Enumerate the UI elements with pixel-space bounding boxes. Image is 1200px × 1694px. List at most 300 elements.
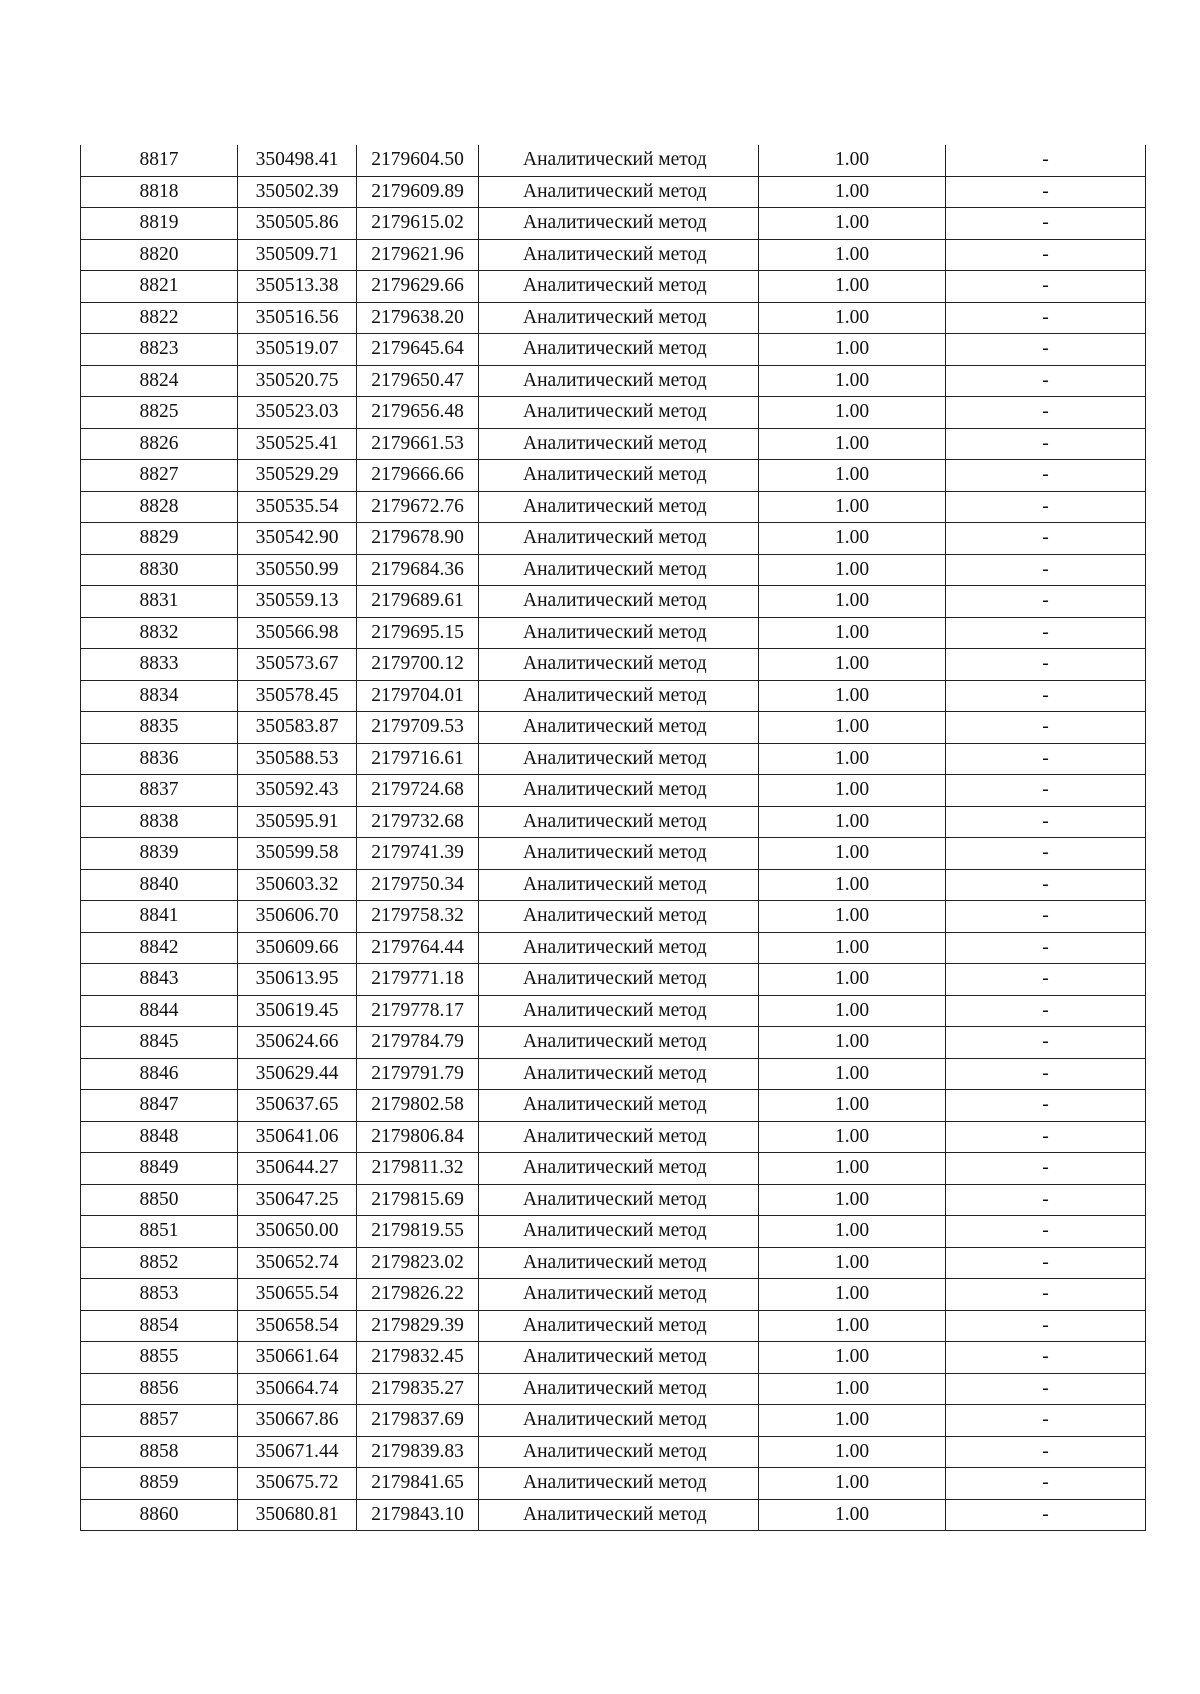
x-coordinate-cell: 350629.44 bbox=[238, 1058, 357, 1090]
note-cell: - bbox=[946, 1499, 1146, 1531]
accuracy-cell: 1.00 bbox=[759, 554, 946, 586]
note-cell: - bbox=[946, 1090, 1146, 1122]
method-cell: Аналитический метод bbox=[479, 1310, 759, 1342]
table-row bbox=[81, 964, 1146, 996]
table-row bbox=[81, 145, 1146, 176]
y-coordinate-cell: 2179829.39 bbox=[357, 1310, 479, 1342]
accuracy-cell: 1.00 bbox=[759, 176, 946, 208]
method-cell: Аналитический метод bbox=[479, 176, 759, 208]
table-row bbox=[81, 1436, 1146, 1468]
table-row bbox=[81, 586, 1146, 618]
note-cell: - bbox=[946, 145, 1146, 176]
method-cell: Аналитический метод bbox=[479, 869, 759, 901]
point-number-cell: 8845 bbox=[81, 1027, 238, 1059]
point-number-cell: 8855 bbox=[81, 1342, 238, 1374]
method-cell: Аналитический метод bbox=[479, 680, 759, 712]
point-number-cell: 8825 bbox=[81, 397, 238, 429]
point-number-cell: 8838 bbox=[81, 806, 238, 838]
x-coordinate-cell: 350655.54 bbox=[238, 1279, 357, 1311]
x-coordinate-cell: 350559.13 bbox=[238, 586, 357, 618]
table-row bbox=[81, 1027, 1146, 1059]
method-cell: Аналитический метод bbox=[479, 932, 759, 964]
y-coordinate-cell: 2179645.64 bbox=[357, 334, 479, 366]
x-coordinate-cell: 350542.90 bbox=[238, 523, 357, 555]
accuracy-cell: 1.00 bbox=[759, 365, 946, 397]
table-row bbox=[81, 1184, 1146, 1216]
y-coordinate-cell: 2179823.02 bbox=[357, 1247, 479, 1279]
method-cell: Аналитический метод bbox=[479, 428, 759, 460]
accuracy-cell: 1.00 bbox=[759, 1373, 946, 1405]
point-number-cell: 8828 bbox=[81, 491, 238, 523]
method-cell: Аналитический метод bbox=[479, 145, 759, 176]
x-coordinate-cell: 350671.44 bbox=[238, 1436, 357, 1468]
method-cell: Аналитический метод bbox=[479, 334, 759, 366]
note-cell: - bbox=[946, 775, 1146, 807]
accuracy-cell: 1.00 bbox=[759, 1184, 946, 1216]
method-cell: Аналитический метод bbox=[479, 554, 759, 586]
point-number-cell: 8829 bbox=[81, 523, 238, 555]
y-coordinate-cell: 2179826.22 bbox=[357, 1279, 479, 1311]
note-cell: - bbox=[946, 365, 1146, 397]
x-coordinate-cell: 350650.00 bbox=[238, 1216, 357, 1248]
x-coordinate-cell: 350509.71 bbox=[238, 239, 357, 271]
method-cell: Аналитический метод bbox=[479, 365, 759, 397]
method-cell: Аналитический метод bbox=[479, 1121, 759, 1153]
x-coordinate-cell: 350652.74 bbox=[238, 1247, 357, 1279]
table-row bbox=[81, 649, 1146, 681]
note-cell: - bbox=[946, 617, 1146, 649]
x-coordinate-cell: 350573.67 bbox=[238, 649, 357, 681]
table-row bbox=[81, 1153, 1146, 1185]
table-row bbox=[81, 995, 1146, 1027]
accuracy-cell: 1.00 bbox=[759, 964, 946, 996]
method-cell: Аналитический метод bbox=[479, 1027, 759, 1059]
x-coordinate-cell: 350599.58 bbox=[238, 838, 357, 870]
x-coordinate-cell: 350661.64 bbox=[238, 1342, 357, 1374]
table-row bbox=[81, 554, 1146, 586]
note-cell: - bbox=[946, 271, 1146, 303]
note-cell: - bbox=[946, 428, 1146, 460]
x-coordinate-cell: 350667.86 bbox=[238, 1405, 357, 1437]
x-coordinate-cell: 350502.39 bbox=[238, 176, 357, 208]
coordinates-table bbox=[80, 145, 1146, 1531]
y-coordinate-cell: 2179724.68 bbox=[357, 775, 479, 807]
x-coordinate-cell: 350644.27 bbox=[238, 1153, 357, 1185]
point-number-cell: 8843 bbox=[81, 964, 238, 996]
x-coordinate-cell: 350606.70 bbox=[238, 901, 357, 933]
x-coordinate-cell: 350519.07 bbox=[238, 334, 357, 366]
x-coordinate-cell: 350550.99 bbox=[238, 554, 357, 586]
accuracy-cell: 1.00 bbox=[759, 397, 946, 429]
note-cell: - bbox=[946, 1373, 1146, 1405]
accuracy-cell: 1.00 bbox=[759, 743, 946, 775]
y-coordinate-cell: 2179750.34 bbox=[357, 869, 479, 901]
y-coordinate-cell: 2179704.01 bbox=[357, 680, 479, 712]
note-cell: - bbox=[946, 397, 1146, 429]
point-number-cell: 8860 bbox=[81, 1499, 238, 1531]
accuracy-cell: 1.00 bbox=[759, 1436, 946, 1468]
note-cell: - bbox=[946, 995, 1146, 1027]
method-cell: Аналитический метод bbox=[479, 523, 759, 555]
note-cell: - bbox=[946, 680, 1146, 712]
y-coordinate-cell: 2179615.02 bbox=[357, 208, 479, 240]
point-number-cell: 8837 bbox=[81, 775, 238, 807]
accuracy-cell: 1.00 bbox=[759, 932, 946, 964]
accuracy-cell: 1.00 bbox=[759, 1468, 946, 1500]
method-cell: Аналитический метод bbox=[479, 838, 759, 870]
accuracy-cell: 1.00 bbox=[759, 1499, 946, 1531]
point-number-cell: 8824 bbox=[81, 365, 238, 397]
accuracy-cell: 1.00 bbox=[759, 208, 946, 240]
table-row bbox=[81, 428, 1146, 460]
x-coordinate-cell: 350516.56 bbox=[238, 302, 357, 334]
x-coordinate-cell: 350595.91 bbox=[238, 806, 357, 838]
note-cell: - bbox=[946, 523, 1146, 555]
accuracy-cell: 1.00 bbox=[759, 271, 946, 303]
x-coordinate-cell: 350535.54 bbox=[238, 491, 357, 523]
method-cell: Аналитический метод bbox=[479, 617, 759, 649]
y-coordinate-cell: 2179709.53 bbox=[357, 712, 479, 744]
note-cell: - bbox=[946, 1153, 1146, 1185]
point-number-cell: 8835 bbox=[81, 712, 238, 744]
method-cell: Аналитический метод bbox=[479, 1153, 759, 1185]
y-coordinate-cell: 2179629.66 bbox=[357, 271, 479, 303]
table-row bbox=[81, 1310, 1146, 1342]
x-coordinate-cell: 350609.66 bbox=[238, 932, 357, 964]
accuracy-cell: 1.00 bbox=[759, 302, 946, 334]
method-cell: Аналитический метод bbox=[479, 1090, 759, 1122]
x-coordinate-cell: 350680.81 bbox=[238, 1499, 357, 1531]
x-coordinate-cell: 350505.86 bbox=[238, 208, 357, 240]
y-coordinate-cell: 2179672.76 bbox=[357, 491, 479, 523]
point-number-cell: 8841 bbox=[81, 901, 238, 933]
y-coordinate-cell: 2179832.45 bbox=[357, 1342, 479, 1374]
accuracy-cell: 1.00 bbox=[759, 523, 946, 555]
table-row bbox=[81, 1468, 1146, 1500]
accuracy-cell: 1.00 bbox=[759, 1279, 946, 1311]
accuracy-cell: 1.00 bbox=[759, 1405, 946, 1437]
x-coordinate-cell: 350583.87 bbox=[238, 712, 357, 744]
accuracy-cell: 1.00 bbox=[759, 838, 946, 870]
note-cell: - bbox=[946, 302, 1146, 334]
y-coordinate-cell: 2179841.65 bbox=[357, 1468, 479, 1500]
table-row bbox=[81, 617, 1146, 649]
accuracy-cell: 1.00 bbox=[759, 428, 946, 460]
note-cell: - bbox=[946, 334, 1146, 366]
accuracy-cell: 1.00 bbox=[759, 1247, 946, 1279]
accuracy-cell: 1.00 bbox=[759, 649, 946, 681]
y-coordinate-cell: 2179784.79 bbox=[357, 1027, 479, 1059]
point-number-cell: 8847 bbox=[81, 1090, 238, 1122]
accuracy-cell: 1.00 bbox=[759, 1153, 946, 1185]
point-number-cell: 8830 bbox=[81, 554, 238, 586]
table-row bbox=[81, 1247, 1146, 1279]
note-cell: - bbox=[946, 932, 1146, 964]
accuracy-cell: 1.00 bbox=[759, 775, 946, 807]
method-cell: Аналитический метод bbox=[479, 302, 759, 334]
table-row bbox=[81, 176, 1146, 208]
x-coordinate-cell: 350523.03 bbox=[238, 397, 357, 429]
point-number-cell: 8817 bbox=[81, 145, 238, 176]
point-number-cell: 8827 bbox=[81, 460, 238, 492]
y-coordinate-cell: 2179609.89 bbox=[357, 176, 479, 208]
table-row bbox=[81, 397, 1146, 429]
point-number-cell: 8831 bbox=[81, 586, 238, 618]
y-coordinate-cell: 2179700.12 bbox=[357, 649, 479, 681]
y-coordinate-cell: 2179819.55 bbox=[357, 1216, 479, 1248]
table-row bbox=[81, 869, 1146, 901]
point-number-cell: 8848 bbox=[81, 1121, 238, 1153]
method-cell: Аналитический метод bbox=[479, 743, 759, 775]
note-cell: - bbox=[946, 239, 1146, 271]
accuracy-cell: 1.00 bbox=[759, 1310, 946, 1342]
x-coordinate-cell: 350520.75 bbox=[238, 365, 357, 397]
note-cell: - bbox=[946, 1247, 1146, 1279]
table-row bbox=[81, 1373, 1146, 1405]
method-cell: Аналитический метод bbox=[479, 1216, 759, 1248]
note-cell: - bbox=[946, 1342, 1146, 1374]
y-coordinate-cell: 2179650.47 bbox=[357, 365, 479, 397]
table-row bbox=[81, 1342, 1146, 1374]
y-coordinate-cell: 2179732.68 bbox=[357, 806, 479, 838]
y-coordinate-cell: 2179661.53 bbox=[357, 428, 479, 460]
y-coordinate-cell: 2179778.17 bbox=[357, 995, 479, 1027]
table-row bbox=[81, 932, 1146, 964]
note-cell: - bbox=[946, 838, 1146, 870]
table-row bbox=[81, 901, 1146, 933]
accuracy-cell: 1.00 bbox=[759, 995, 946, 1027]
method-cell: Аналитический метод bbox=[479, 775, 759, 807]
accuracy-cell: 1.00 bbox=[759, 460, 946, 492]
accuracy-cell: 1.00 bbox=[759, 1027, 946, 1059]
point-number-cell: 8819 bbox=[81, 208, 238, 240]
y-coordinate-cell: 2179604.50 bbox=[357, 145, 479, 176]
point-number-cell: 8821 bbox=[81, 271, 238, 303]
method-cell: Аналитический метод bbox=[479, 1499, 759, 1531]
y-coordinate-cell: 2179764.44 bbox=[357, 932, 479, 964]
point-number-cell: 8834 bbox=[81, 680, 238, 712]
accuracy-cell: 1.00 bbox=[759, 617, 946, 649]
x-coordinate-cell: 350637.65 bbox=[238, 1090, 357, 1122]
x-coordinate-cell: 350647.25 bbox=[238, 1184, 357, 1216]
coordinates-table-body bbox=[81, 145, 1146, 1531]
method-cell: Аналитический метод bbox=[479, 1184, 759, 1216]
x-coordinate-cell: 350658.54 bbox=[238, 1310, 357, 1342]
table-row bbox=[81, 365, 1146, 397]
accuracy-cell: 1.00 bbox=[759, 806, 946, 838]
point-number-cell: 8858 bbox=[81, 1436, 238, 1468]
point-number-cell: 8853 bbox=[81, 1279, 238, 1311]
table-row bbox=[81, 775, 1146, 807]
accuracy-cell: 1.00 bbox=[759, 239, 946, 271]
accuracy-cell: 1.00 bbox=[759, 1216, 946, 1248]
y-coordinate-cell: 2179689.61 bbox=[357, 586, 479, 618]
point-number-cell: 8846 bbox=[81, 1058, 238, 1090]
accuracy-cell: 1.00 bbox=[759, 145, 946, 176]
note-cell: - bbox=[946, 1027, 1146, 1059]
table-row bbox=[81, 302, 1146, 334]
x-coordinate-cell: 350588.53 bbox=[238, 743, 357, 775]
note-cell: - bbox=[946, 743, 1146, 775]
x-coordinate-cell: 350498.41 bbox=[238, 145, 357, 176]
x-coordinate-cell: 350603.32 bbox=[238, 869, 357, 901]
accuracy-cell: 1.00 bbox=[759, 1090, 946, 1122]
point-number-cell: 8859 bbox=[81, 1468, 238, 1500]
method-cell: Аналитический метод bbox=[479, 397, 759, 429]
point-number-cell: 8851 bbox=[81, 1216, 238, 1248]
note-cell: - bbox=[946, 491, 1146, 523]
method-cell: Аналитический метод bbox=[479, 901, 759, 933]
note-cell: - bbox=[946, 712, 1146, 744]
note-cell: - bbox=[946, 586, 1146, 618]
method-cell: Аналитический метод bbox=[479, 271, 759, 303]
x-coordinate-cell: 350592.43 bbox=[238, 775, 357, 807]
method-cell: Аналитический метод bbox=[479, 491, 759, 523]
y-coordinate-cell: 2179758.32 bbox=[357, 901, 479, 933]
method-cell: Аналитический метод bbox=[479, 995, 759, 1027]
y-coordinate-cell: 2179835.27 bbox=[357, 1373, 479, 1405]
note-cell: - bbox=[946, 1058, 1146, 1090]
note-cell: - bbox=[946, 901, 1146, 933]
table-row bbox=[81, 208, 1146, 240]
point-number-cell: 8850 bbox=[81, 1184, 238, 1216]
point-number-cell: 8820 bbox=[81, 239, 238, 271]
note-cell: - bbox=[946, 1436, 1146, 1468]
point-number-cell: 8839 bbox=[81, 838, 238, 870]
y-coordinate-cell: 2179678.90 bbox=[357, 523, 479, 555]
method-cell: Аналитический метод bbox=[479, 208, 759, 240]
method-cell: Аналитический метод bbox=[479, 964, 759, 996]
method-cell: Аналитический метод bbox=[479, 1405, 759, 1437]
accuracy-cell: 1.00 bbox=[759, 1342, 946, 1374]
table-row bbox=[81, 806, 1146, 838]
x-coordinate-cell: 350641.06 bbox=[238, 1121, 357, 1153]
method-cell: Аналитический метод bbox=[479, 1247, 759, 1279]
note-cell: - bbox=[946, 1121, 1146, 1153]
y-coordinate-cell: 2179815.69 bbox=[357, 1184, 479, 1216]
y-coordinate-cell: 2179839.83 bbox=[357, 1436, 479, 1468]
accuracy-cell: 1.00 bbox=[759, 491, 946, 523]
note-cell: - bbox=[946, 1468, 1146, 1500]
point-number-cell: 8822 bbox=[81, 302, 238, 334]
note-cell: - bbox=[946, 176, 1146, 208]
y-coordinate-cell: 2179638.20 bbox=[357, 302, 479, 334]
point-number-cell: 8842 bbox=[81, 932, 238, 964]
x-coordinate-cell: 350675.72 bbox=[238, 1468, 357, 1500]
x-coordinate-cell: 350513.38 bbox=[238, 271, 357, 303]
table-row bbox=[81, 1090, 1146, 1122]
point-number-cell: 8854 bbox=[81, 1310, 238, 1342]
point-number-cell: 8852 bbox=[81, 1247, 238, 1279]
note-cell: - bbox=[946, 806, 1146, 838]
table-row bbox=[81, 239, 1146, 271]
y-coordinate-cell: 2179811.32 bbox=[357, 1153, 479, 1185]
table-row bbox=[81, 1499, 1146, 1531]
y-coordinate-cell: 2179806.84 bbox=[357, 1121, 479, 1153]
table-row bbox=[81, 460, 1146, 492]
x-coordinate-cell: 350566.98 bbox=[238, 617, 357, 649]
note-cell: - bbox=[946, 554, 1146, 586]
note-cell: - bbox=[946, 869, 1146, 901]
table-row bbox=[81, 743, 1146, 775]
y-coordinate-cell: 2179741.39 bbox=[357, 838, 479, 870]
x-coordinate-cell: 350613.95 bbox=[238, 964, 357, 996]
method-cell: Аналитический метод bbox=[479, 1373, 759, 1405]
note-cell: - bbox=[946, 1184, 1146, 1216]
table-row bbox=[81, 838, 1146, 870]
point-number-cell: 8856 bbox=[81, 1373, 238, 1405]
note-cell: - bbox=[946, 649, 1146, 681]
method-cell: Аналитический метод bbox=[479, 1342, 759, 1374]
method-cell: Аналитический метод bbox=[479, 586, 759, 618]
method-cell: Аналитический метод bbox=[479, 1436, 759, 1468]
method-cell: Аналитический метод bbox=[479, 1468, 759, 1500]
accuracy-cell: 1.00 bbox=[759, 1058, 946, 1090]
point-number-cell: 8840 bbox=[81, 869, 238, 901]
x-coordinate-cell: 350578.45 bbox=[238, 680, 357, 712]
point-number-cell: 8826 bbox=[81, 428, 238, 460]
accuracy-cell: 1.00 bbox=[759, 901, 946, 933]
accuracy-cell: 1.00 bbox=[759, 712, 946, 744]
note-cell: - bbox=[946, 208, 1146, 240]
point-number-cell: 8818 bbox=[81, 176, 238, 208]
method-cell: Аналитический метод bbox=[479, 1279, 759, 1311]
y-coordinate-cell: 2179771.18 bbox=[357, 964, 479, 996]
method-cell: Аналитический метод bbox=[479, 1058, 759, 1090]
method-cell: Аналитический метод bbox=[479, 239, 759, 271]
y-coordinate-cell: 2179837.69 bbox=[357, 1405, 479, 1437]
x-coordinate-cell: 350525.41 bbox=[238, 428, 357, 460]
accuracy-cell: 1.00 bbox=[759, 869, 946, 901]
x-coordinate-cell: 350529.29 bbox=[238, 460, 357, 492]
point-number-cell: 8833 bbox=[81, 649, 238, 681]
note-cell: - bbox=[946, 1405, 1146, 1437]
table-row bbox=[81, 1216, 1146, 1248]
y-coordinate-cell: 2179716.61 bbox=[357, 743, 479, 775]
point-number-cell: 8857 bbox=[81, 1405, 238, 1437]
y-coordinate-cell: 2179621.96 bbox=[357, 239, 479, 271]
point-number-cell: 8836 bbox=[81, 743, 238, 775]
table-row bbox=[81, 1121, 1146, 1153]
table-row bbox=[81, 712, 1146, 744]
method-cell: Аналитический метод bbox=[479, 460, 759, 492]
y-coordinate-cell: 2179656.48 bbox=[357, 397, 479, 429]
table-row bbox=[81, 1279, 1146, 1311]
x-coordinate-cell: 350664.74 bbox=[238, 1373, 357, 1405]
note-cell: - bbox=[946, 460, 1146, 492]
accuracy-cell: 1.00 bbox=[759, 680, 946, 712]
method-cell: Аналитический метод bbox=[479, 649, 759, 681]
x-coordinate-cell: 350619.45 bbox=[238, 995, 357, 1027]
x-coordinate-cell: 350624.66 bbox=[238, 1027, 357, 1059]
note-cell: - bbox=[946, 1310, 1146, 1342]
table-row bbox=[81, 523, 1146, 555]
point-number-cell: 8832 bbox=[81, 617, 238, 649]
table-row bbox=[81, 491, 1146, 523]
accuracy-cell: 1.00 bbox=[759, 1121, 946, 1153]
point-number-cell: 8844 bbox=[81, 995, 238, 1027]
y-coordinate-cell: 2179684.36 bbox=[357, 554, 479, 586]
y-coordinate-cell: 2179791.79 bbox=[357, 1058, 479, 1090]
y-coordinate-cell: 2179802.58 bbox=[357, 1090, 479, 1122]
table-row bbox=[81, 1405, 1146, 1437]
note-cell: - bbox=[946, 1216, 1146, 1248]
table-row bbox=[81, 271, 1146, 303]
point-number-cell: 8849 bbox=[81, 1153, 238, 1185]
note-cell: - bbox=[946, 1279, 1146, 1311]
table-row bbox=[81, 334, 1146, 366]
accuracy-cell: 1.00 bbox=[759, 586, 946, 618]
